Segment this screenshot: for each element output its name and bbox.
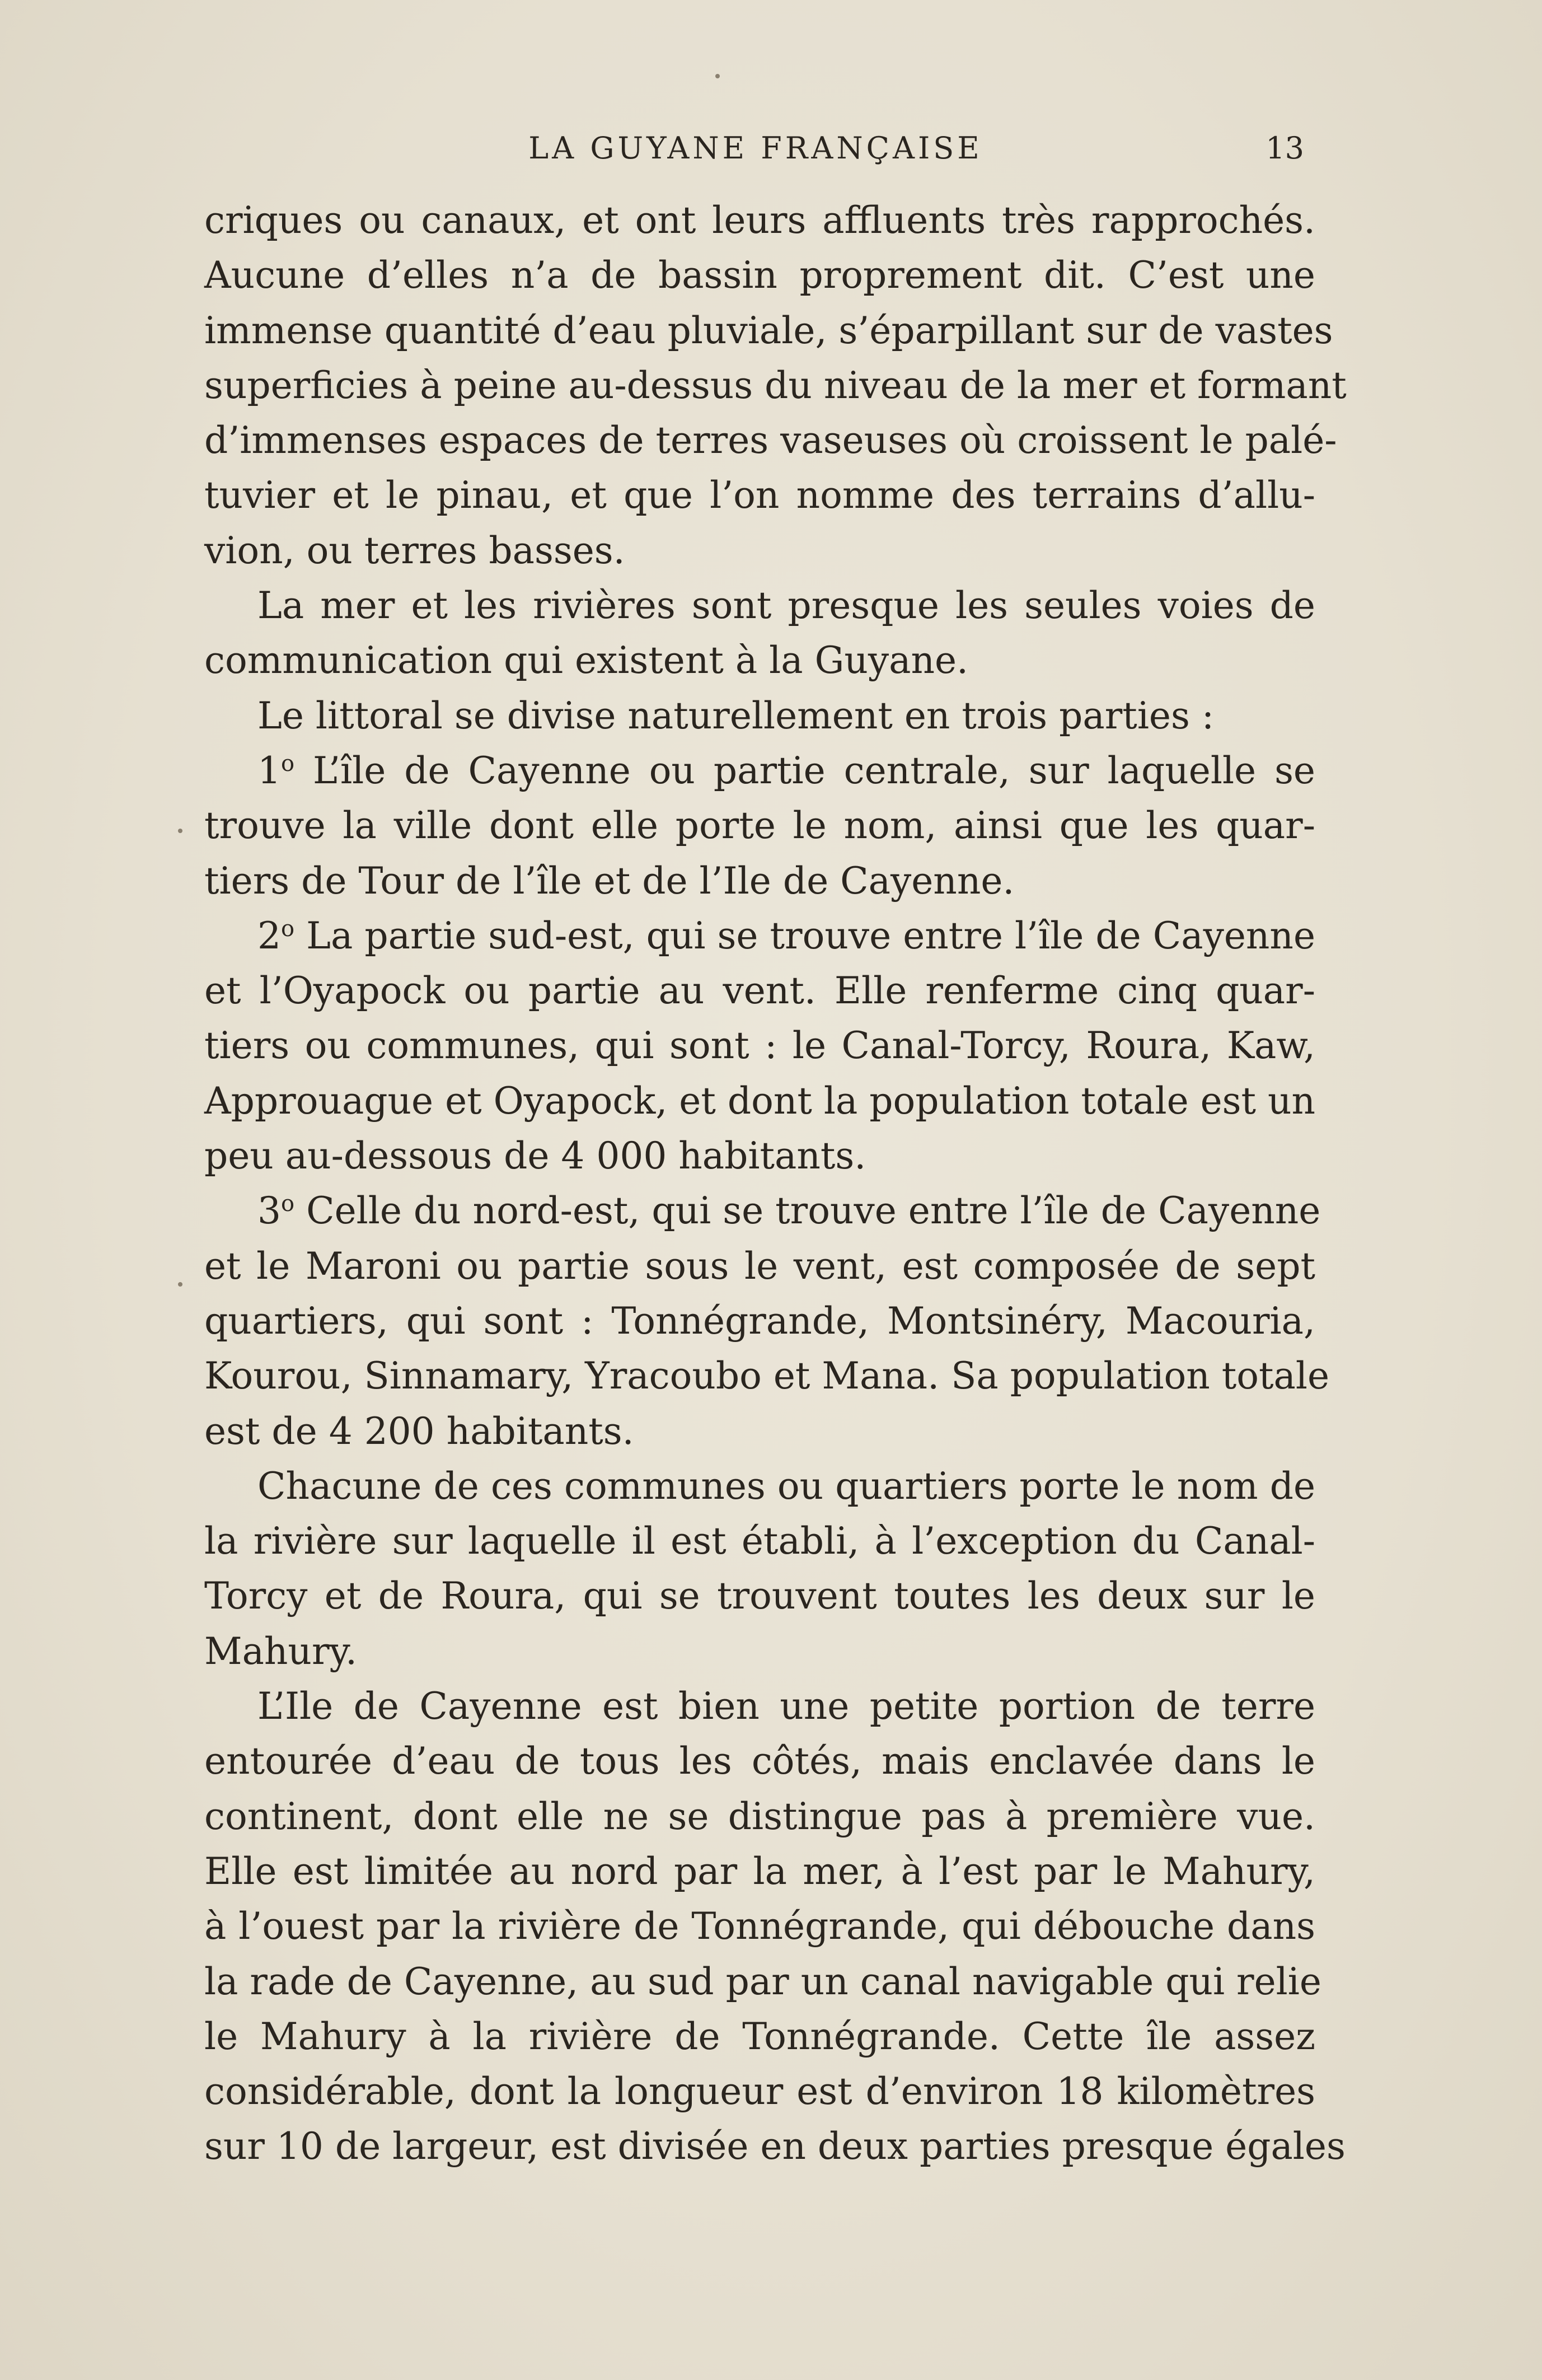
text-line: d’immenses espaces de terres vaseuses où croissent le palé-	[204, 419, 1337, 462]
text-line: Le littoral se divise naturellement en trois parties :	[257, 694, 1215, 737]
text-line: continent, dont elle ne se distingue pas à première vue.	[204, 1794, 1315, 1838]
text-line	[204, 1184, 1321, 1238]
text-line: superficies à peine au-dessus du niveau de la mer et formant	[204, 363, 1347, 407]
text-line: Aucune d’elles n’a de bassin proprement dit. C’est une	[204, 254, 1315, 297]
text-line: Kourou, Sinnamary, Yracoubo et Mana. Sa population totale	[204, 1354, 1330, 1398]
paper-speck	[178, 1282, 182, 1287]
text-line: Mahury.	[204, 1629, 357, 1673]
text-line: et le Maroni ou partie sous le vent, est composée de sept	[204, 1244, 1315, 1288]
page-header	[207, 126, 1304, 171]
paper-speck	[715, 74, 720, 78]
text-line: Torcy et de Roura, qui se trouvent toutes les deux sur le	[204, 1574, 1315, 1618]
text-line: tiers de Tour de l’île et de l’Ile de Cayenne.	[204, 859, 1015, 903]
degree-mark: o	[281, 915, 295, 942]
text-line: est de 4 200 habitants.	[204, 1409, 634, 1453]
body-text	[204, 193, 1347, 2175]
degree-mark: o	[281, 1191, 295, 1217]
text-line: considérable, dont la longueur est d’environ 18 kilomètres	[204, 2070, 1315, 2114]
text-line: sur 10 de largeur, est divisée en deux parties presque égales	[204, 2125, 1346, 2168]
text-line: immense quantité d’eau pluviale, s’éparpillant sur de vastes	[204, 308, 1333, 352]
text-line: tiers ou communes, qui sont : le Canal-Torcy, Roura, Kaw,	[204, 1024, 1315, 1068]
text-line: communication qui existent à la Guyane.	[204, 639, 969, 682]
text-line: à l’ouest par la rivière de Tonnégrande, qui débouche dans	[204, 1905, 1315, 1948]
text-line: quartiers, qui sont : Tonnégrande, Montsinéry, Macouria,	[204, 1299, 1315, 1343]
text-line: Chacune de ces communes ou quartiers porte le nom de	[257, 1464, 1315, 1508]
paper-speck	[178, 829, 182, 833]
text-line: L’Ile de Cayenne est bien une petite portion de terre	[257, 1685, 1315, 1728]
text-line: la rivière sur laquelle il est établi, à l’exception du Canal-	[204, 1519, 1315, 1563]
text-line	[204, 909, 1315, 964]
text-line: la rade de Cayenne, au sud par un canal navigable qui relie	[204, 1960, 1321, 2003]
text-line: tuvier et le pinau, et que l’on nomme des terrains d’allu-	[204, 474, 1315, 517]
text-line: entourée d’eau de tous les côtés, mais enclavée dans le	[204, 1740, 1315, 1783]
running-title: LA GUYANE FRANÇAISE	[528, 130, 983, 166]
text-line: trouve la ville dont elle porte le nom, ainsi que les quar-	[204, 804, 1315, 848]
list-number: 1	[257, 749, 281, 792]
text-line: Elle est limitée au nord par la mer, à l’est par le Mahury,	[204, 1849, 1315, 1893]
text-line: peu au-dessous de 4 000 habitants.	[204, 1134, 866, 1178]
text-line: le Mahury à la rivière de Tonnégrande. Cette île assez	[204, 2014, 1315, 2058]
text-line	[204, 744, 1315, 798]
text-span: L’île de Cayenne ou partie centrale, sur laquelle se	[294, 749, 1315, 792]
text-line: Approuague et Oyapock, et dont la population totale est un	[204, 1079, 1316, 1123]
text-span: La partie sud-est, qui se trouve entre l’île de Cayenne	[294, 914, 1315, 957]
text-line: et l’Oyapock ou partie au vent. Elle renferme cinq quar-	[204, 969, 1315, 1013]
text-line: vion, ou terres basses.	[204, 529, 625, 572]
list-number: 2	[257, 914, 281, 957]
text-line: La mer et les rivières sont presque les seules voies de	[257, 584, 1315, 628]
page-number: 13	[1266, 130, 1304, 166]
text-span: Celle du nord-est, qui se trouve entre l’île de Cayenne	[294, 1189, 1321, 1233]
text-line: criques ou canaux, et ont leurs affluents très rapprochés.	[204, 199, 1315, 242]
list-number: 3	[257, 1189, 281, 1233]
degree-mark: o	[281, 750, 295, 777]
